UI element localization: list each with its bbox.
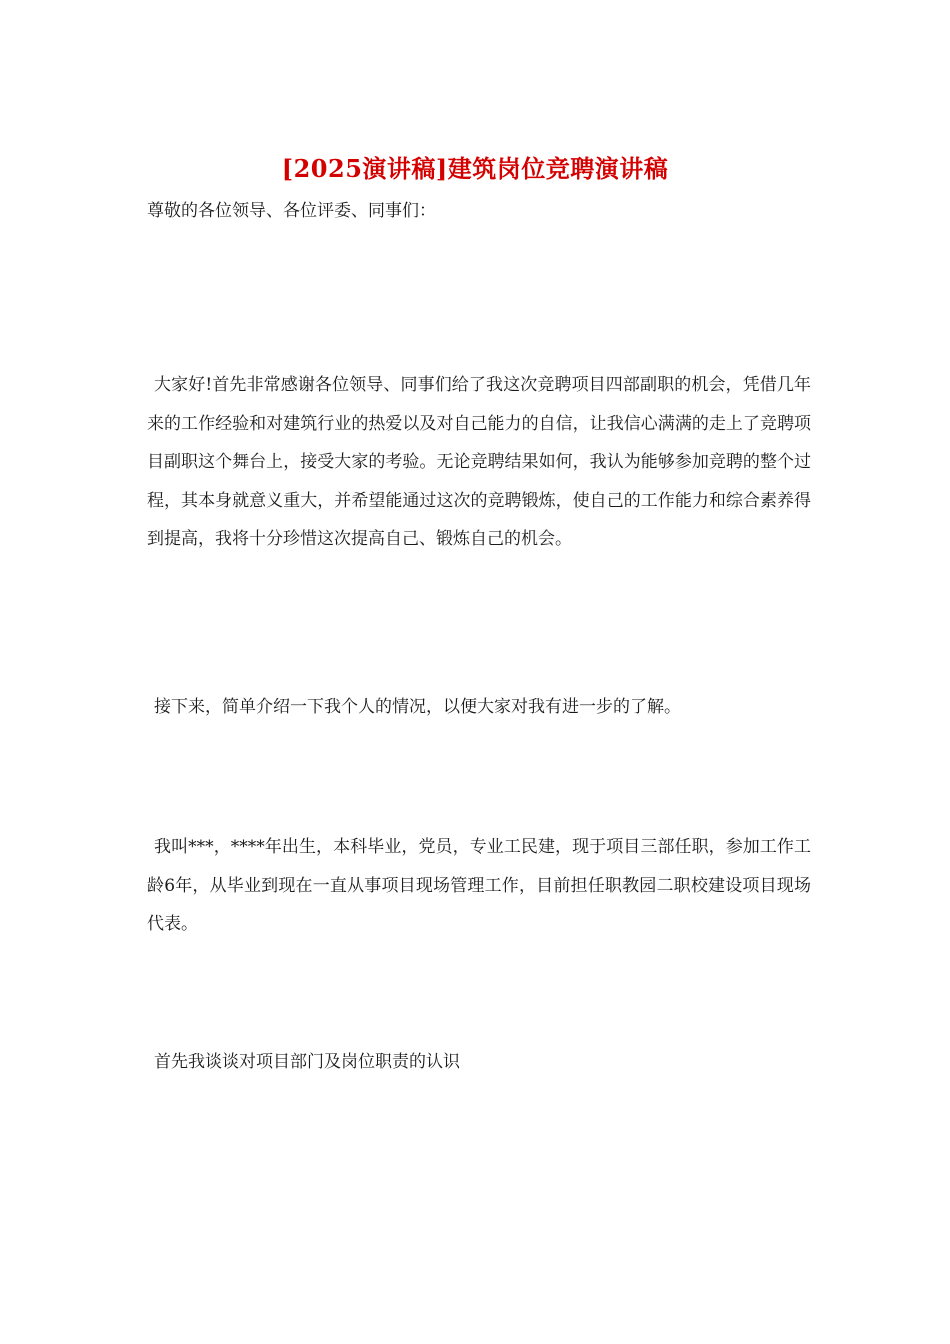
document-title: [2025演讲稿]建筑岗位竞聘演讲稿 [281, 154, 669, 183]
paragraph-personal-info: 我叫***，****年出生，本科毕业，党员，专业工民建，现于项目三部任职，参加工作工龄6年，从毕业到现在一直从事项目现场管理工作，目前担任职教园二职校建设项目现场代表。 [147, 837, 811, 934]
paragraph-opening: 大家好!首先非常感谢各位领导、同事们给了我这次竞聘项目四部副职的机会，凭借几年来的工作经验和对建筑行业的热爱以及对自己能力的自信，让我信心满满的走上了竞聘项目副职这个舞台上，接受大家的考验。无论竞聘结果如何，我认为能够参加竞聘的整个过程，其本身就意义重大，并希望能通过这次的竞聘锻炼，使自己的工作能力和综合素养得到提高，我将十分珍惜这次提高自己、锻炼自己的机会。 [147, 375, 811, 549]
paragraph-section-heading: 首先我谈谈对项目部门及岗位职责的认识 [154, 1052, 460, 1072]
paragraph-introduction: 接下来，简单介绍一下我个人的情况，以便大家对我有进一步的了解。 [154, 697, 681, 717]
salutation: 尊敬的各位领导、各位评委、同事们： [147, 201, 436, 221]
